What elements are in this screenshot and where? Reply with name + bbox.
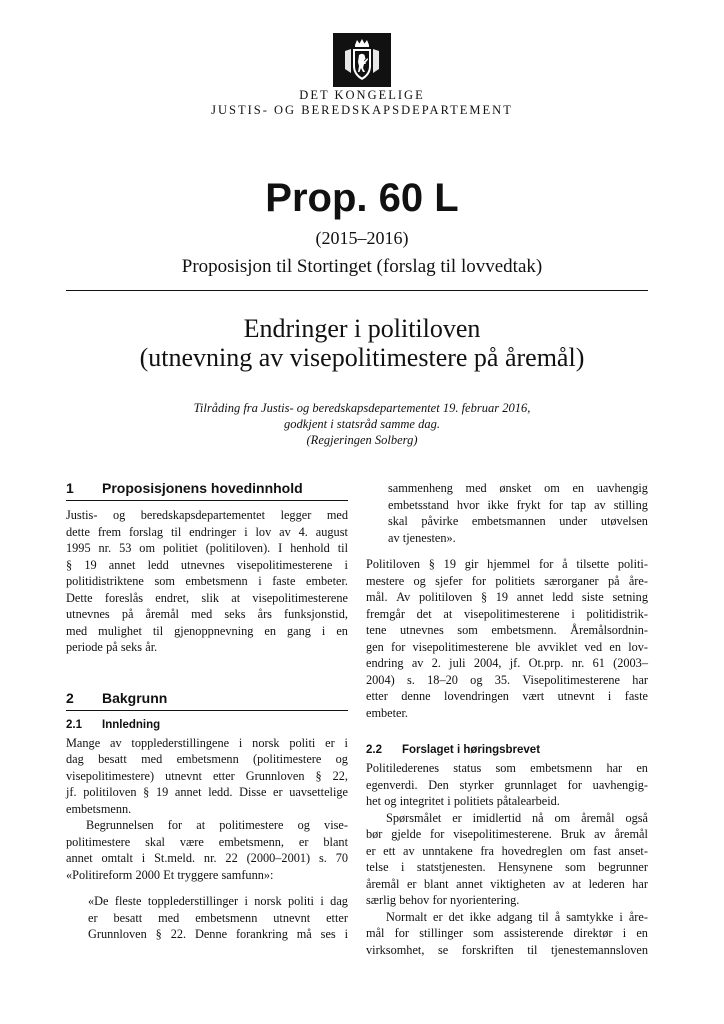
subsection-title: Innledning [102,718,161,731]
section-number: 1 [66,480,74,496]
tilrading-line2: godkjent i statsråd samme dag. [284,417,440,431]
section-2-heading [66,689,348,711]
section-1-paragraph [66,507,348,656]
text-line: Normalt er det ikke adgang til å samtykke i åre- [386,909,648,924]
text-line: er ett av unntakene fra hovedreglen om fast anset- [366,843,648,858]
text-line: jf. politiloven § 19 annet ledd. Disse er uavsettelige [66,785,348,799]
text-line: Mange av topplederstillingene i norsk politi er i [66,735,348,750]
text-line: utnevnes på åremål med seks års funksjonstid, [66,607,348,621]
subsection-number: 2.2 [366,744,382,756]
text-line: mål for stillinger som assisterende direktør i en [366,926,648,940]
quote-block-end [366,480,648,546]
text-line: «Politireform 2000 Et tryggere samfunn»: [66,867,274,882]
subsection-number: 2.1 [66,718,82,731]
department-name-line1: DET KONGELIGE [299,88,425,102]
session-years: (2015–2016) [315,228,409,248]
text-line: særlig behov for nyorientering. [366,893,520,907]
text-line: politidistriktene som embetsmenn i faste embeter. [66,574,348,588]
text-line: bør gjelde for visepolitimesterene. Bruk av åremål [366,827,648,841]
department-name-line2: JUSTIS- OG BEREDSKAPSDEPARTEMENT [211,103,513,117]
subsection-2-2-paragraph-3 [366,909,648,959]
text-line: Dette foreslås endret, slik at visepolitimesterene [66,590,348,605]
document-title-line1: Endringer i politiloven [243,314,481,343]
text-line: med mulighet til gjenoppnevning en gang i en [66,623,348,638]
text-line: skal påvirke embetsmannen under utøvelsen [388,514,648,528]
tilrading-line1: Tilråding fra Justis- og beredskapsdepartementet 19. februar 2016, [193,401,531,415]
text-line: annet omtalt i St.meld. nr. 22 (2000–2001) s. 70 [66,851,348,865]
section-number: 2 [66,689,74,706]
subsection-2-1-paragraph-1 [66,735,348,818]
text-line: periode på seks år. [66,640,158,654]
section-1-heading [66,479,348,501]
quote-block-start [66,893,348,943]
text-line: egenverdi. Den styrker grunnlaget for uavhengig- [366,777,648,792]
subsection-2-1-paragraph-2 [66,817,348,883]
text-line: 1995 nr. 53 om politiet (politiloven). I henhold til [66,541,348,555]
text-line: Politiloven § 19 gir hjemmel for å tilsette politi- [366,557,648,571]
text-line: mål. Av politiloven § 19 annet ledd siste setning [366,590,648,604]
text-line: «De fleste topplederstillinger i norsk politi i dag [88,894,348,908]
text-line: Spørsmålet er imidlertid nå om åremål også [386,810,648,825]
left-column [66,479,348,943]
text-line: § 19 annet ledd utnevnes visepolitimesterene i [66,557,348,572]
text-line: av tjenesten». [388,530,456,545]
header-divider [66,290,648,291]
text-line: Begrunnelsen for at politimestere og vise- [86,818,348,832]
text-line: dette frem forslag til endringer i lov av 4. august [66,524,348,539]
text-line: åremål er blant annet viktigheten av at lederen har [366,876,648,891]
document-title-line2: (utnevning av visepolitimestere på åremål) [139,343,585,372]
text-line: telse i statstjenesten. Hensynene som begrunner [366,860,648,874]
text-line: mestere og sjefer for politiets særorganer på åre- [366,573,648,588]
subsection-2-1-paragraph-3 [366,556,648,721]
text-line: tene utnevnes som embetsmenn. Åremålsordnin- [366,623,648,637]
text-line: sammenheng med ønsket om en uavhengig [388,481,648,495]
text-line: etter denne lovendringen vært utnevnt i faste [366,689,648,703]
right-column [366,480,648,958]
subsection-2-2-heading [366,742,648,758]
subsection-2-1-heading [66,717,348,733]
coat-of-arms-logo [333,33,391,87]
text-line: dag besatt med embetsmenn (politimestere og [66,752,348,766]
text-line: visepolitimestere) utnevnt etter Grunnloven § 22, [66,768,348,783]
proposition-number: Prop. 60 L [265,176,459,220]
text-line: het og integritet i politiets påtalearbeid. [366,794,560,808]
text-line: embetsstand hvor ikke frykt for tap av stilling [388,497,648,512]
section-title: Proposisjonens hovedinnhold [102,480,303,496]
text-line: politimestere skal være embetsmenn, er blant [66,834,348,849]
text-line: gen for visepolitimesterene ble avviklet ved en lov- [366,639,648,654]
text-line: embetsmenn. [66,801,132,816]
government-name: (Regjeringen Solberg) [306,433,418,447]
proposition-type: Proposisjon til Stortinget (forslag til lovvedtak) [181,256,543,277]
text-line: embeter. [366,705,408,720]
subsection-2-2-paragraph-1 [366,760,648,810]
section-title: Bakgrunn [102,689,168,706]
text-line: er besatt med embetsmenn utnevnt etter [88,910,348,925]
text-line: virksomhet, se forskriften til tjenestemannsloven [366,942,648,957]
text-line: Politilederenes status som embetsmenn har en [366,761,648,775]
subsection-2-2-paragraph-2 [366,810,648,909]
text-line: endring av 2. juli 2004, jf. Ot.prp. nr. 61 (2003– [366,656,648,670]
text-line: fremgår det at visepolitimesterene i politidistrik- [366,606,648,621]
text-line: 2004) s. 18–20 og 35. Visepolitimesterene har [366,672,648,687]
subsection-title: Forslaget i høringsbrevet [402,744,541,756]
text-line: Justis- og beredskapsdepartementet legger med [66,508,348,522]
text-line: Grunnloven § 22. Denne forankring må ses i [88,927,348,941]
